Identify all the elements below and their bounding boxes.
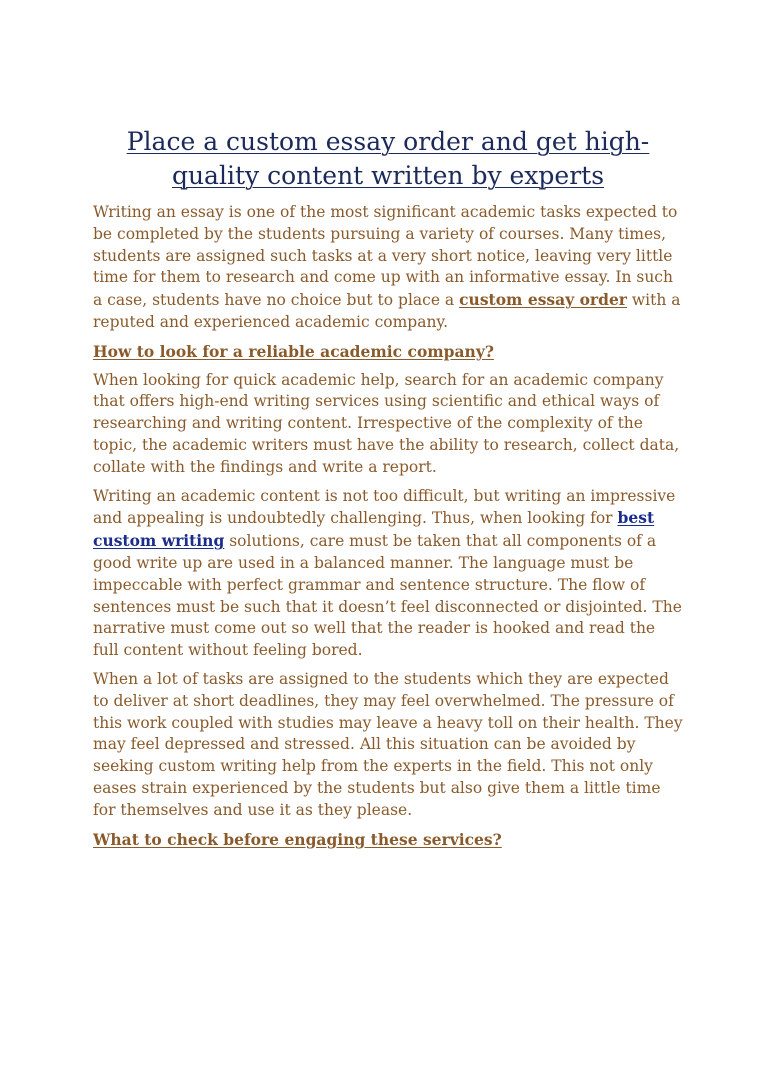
document-page xyxy=(93,125,683,857)
paragraph-writing-quality-text-end: solutions, care must be taken that all components of a good write up are used in a balanced manner. The language must be impeccable with perfect grammar and sentence structure. The flow of sentences must be such that it doesn’t feel disconnected or disjointed. The narrative must come out so well that the reader is hooked and read the full content without feeling bored. xyxy=(93,532,682,660)
paragraph-intro xyxy=(93,202,683,334)
custom-essay-order-link[interactable]: custom essay order xyxy=(459,290,627,310)
section-heading-reliable-company: How to look for a reliable academic company? xyxy=(93,341,494,361)
section-heading-check-services: What to check before engaging these services? xyxy=(93,829,502,849)
best-custom-writing-link[interactable]: best custom writing xyxy=(93,508,655,551)
paragraph-writing-quality-text-start: Writing an academic content is not too difficult, but writing an impressive and appealing is undoubtedly challenging. Thus, when looking for xyxy=(93,486,676,528)
paragraph-student-pressure: When a lot of tasks are assigned to the students which they are expected to deliver at short deadlines, they may feel overwhelmed. The pressure of this work coupled with studies may leave a heavy toll on their health. They may feel depressed and stressed. All this situation can be avoided by seeking custom writing help from the experts in the field. This not only eases strain experienced by the students but also give them a little time for themselves and use it as they please. xyxy=(93,669,683,819)
paragraph-intro-text-start: Writing an essay is one of the most significant academic tasks expected to be completed by the students pursuing a variety of courses. Many times, students are assigned such tasks at a very short notice, leaving very little time for them to research and come up with an informative essay. In such a case, students have no choice but to place a xyxy=(93,203,678,310)
paragraph-academic-help: When looking for quick academic help, search for an academic company that offers high-end writing services using scientific and ethical ways of researching and writing content. Irrespective of the complexity of the topic, the academic writers must have the ability to research, collect data, collate with the findings and write a report. xyxy=(93,370,680,476)
paragraph-writing-quality xyxy=(93,486,683,662)
paragraph-intro-text-end: with a reputed and experienced academic company. xyxy=(93,291,681,331)
document-title: Place a custom essay order and get high-quality content written by experts xyxy=(126,127,650,190)
